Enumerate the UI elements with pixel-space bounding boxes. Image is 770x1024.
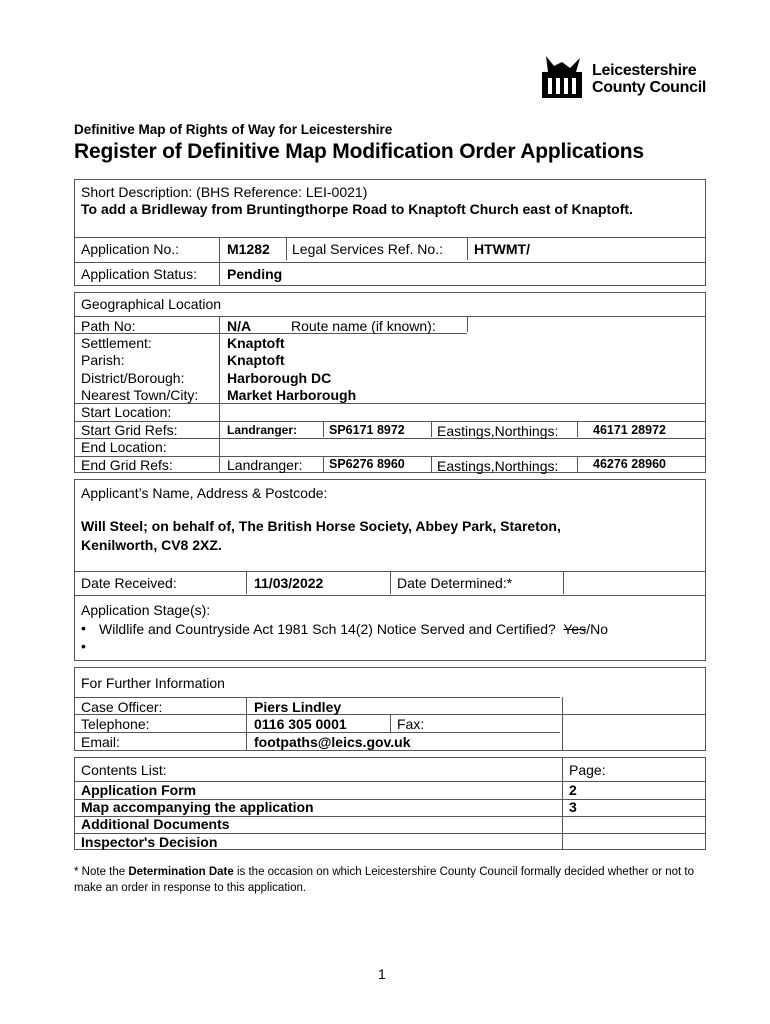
start-eastings-value: 46171 28972 — [593, 423, 666, 437]
end-eastings-label: Eastings,Northings: — [437, 458, 559, 474]
telephone-label: Telephone: — [81, 716, 150, 732]
nearest-town-label: Nearest Town/City: — [81, 387, 199, 403]
email-value[interactable]: footpaths@leics.gov.uk — [254, 734, 411, 750]
logo-line-2: County Council — [592, 79, 707, 96]
end-eastings-value: 46276 28960 — [593, 457, 666, 471]
telephone-value: 0116 305 0001 — [254, 716, 347, 732]
applicant-line-2: Kenilworth, CV8 2XZ. — [81, 537, 222, 553]
applicant-label: Applicant’s Name, Address & Postcode: — [81, 485, 328, 501]
date-received-value: 11/03/2022 — [254, 575, 324, 591]
contents-label: Contents List: — [81, 762, 167, 778]
application-no-value: M1282 — [227, 241, 270, 257]
logo-wordmark — [592, 62, 706, 96]
district-label: District/Borough: — [81, 370, 185, 386]
start-landranger-label: Landranger: — [227, 423, 298, 437]
contents-page-label: Page: — [569, 762, 606, 778]
application-status-value: Pending — [227, 266, 283, 282]
fax-label: Fax: — [397, 716, 425, 732]
case-officer-label: Case Officer: — [81, 699, 163, 715]
parish-label: Parish: — [81, 352, 125, 368]
application-stages-label: Application Stage(s): — [81, 602, 211, 618]
document-supertitle: Definitive Map of Rights of Way for Leicestershire — [74, 122, 393, 137]
stage-1-text — [99, 621, 608, 638]
description-text: To add a Bridleway from Bruntingthorpe Road to Knaptoft Church east of Knaptoft. — [81, 201, 633, 217]
date-received-label: Date Received: — [81, 575, 177, 591]
stage-1-question: Wildlife and Countryside Act 1981 Sch 14(2) Notice Served and Certified? — [99, 621, 556, 637]
contents-box — [74, 757, 706, 850]
applicant-line-1: Will Steel; on behalf of, The British Horse Society, Abbey Park, Stareton, — [81, 518, 561, 534]
stage-bullet-1: • — [81, 620, 86, 636]
end-landranger-label: Landranger: — [227, 457, 303, 473]
footnote — [74, 864, 714, 896]
info-heading: For Further Information — [81, 675, 225, 691]
path-no-value: N/A — [227, 318, 252, 334]
case-officer-value: Piers Lindley — [254, 699, 342, 715]
contents-page-2: 3 — [569, 799, 577, 815]
settlement-label: Settlement: — [81, 335, 152, 351]
council-logo — [540, 50, 710, 98]
description-box — [74, 179, 706, 286]
stage-bullet-2: • — [81, 638, 86, 654]
logo-line-1: Leicestershire — [592, 62, 697, 79]
footnote-prefix: * Note the — [74, 866, 129, 878]
geo-heading: Geographical Location — [81, 296, 222, 312]
path-no-label: Path No: — [81, 318, 136, 334]
start-landranger-value: SP6171 8972 — [329, 423, 405, 437]
start-grid-refs-label: Start Grid Refs: — [81, 422, 178, 438]
contents-item-4: Inspector's Decision — [81, 834, 218, 850]
page-number: 1 — [378, 966, 386, 982]
stage-1-yes: Yes — [563, 621, 587, 637]
end-grid-refs-label: End Grid Refs: — [81, 457, 173, 473]
further-information-box — [74, 667, 706, 751]
date-determined-label: Date Determined:* — [397, 575, 513, 591]
contents-page-1: 2 — [569, 782, 577, 798]
parish-value: Knaptoft — [227, 352, 285, 368]
contents-item-1: Application Form — [81, 782, 197, 798]
legal-ref-label: Legal Services Ref. No.: — [292, 241, 443, 257]
legal-ref-value: HTWMT/ — [474, 241, 530, 257]
footnote-bold: Determination Date — [128, 866, 234, 878]
stage-1-no: /No — [586, 621, 608, 637]
document-title: Register of Definitive Map Modification Order Applications — [74, 140, 644, 163]
footnote-suffix: is the occasion on which Leicestershire County Council formally decided whether or not to make an order in response to this application. — [74, 866, 695, 894]
end-location-label: End Location: — [81, 439, 167, 455]
email-label: Email: — [81, 734, 120, 750]
start-eastings-label: Eastings,Northings: — [437, 423, 559, 439]
route-name-label: Route name (if known): — [291, 318, 436, 334]
contents-item-3: Additional Documents — [81, 816, 230, 832]
nearest-town-value: Market Harborough — [227, 387, 357, 403]
applicant-box — [74, 479, 706, 661]
application-status-label: Application Status: — [81, 266, 197, 282]
description-label: Short Description: (BHS Reference: LEI-0021) — [81, 184, 368, 200]
settlement-value: Knaptoft — [227, 335, 285, 351]
district-value: Harborough DC — [227, 370, 332, 386]
end-landranger-value: SP6276 8960 — [329, 457, 405, 471]
geographical-location-box — [74, 292, 706, 473]
application-no-label: Application No.: — [81, 241, 180, 257]
fox-emblem-icon — [540, 52, 586, 98]
start-location-label: Start Location: — [81, 404, 172, 420]
contents-item-2: Map accompanying the application — [81, 799, 314, 815]
